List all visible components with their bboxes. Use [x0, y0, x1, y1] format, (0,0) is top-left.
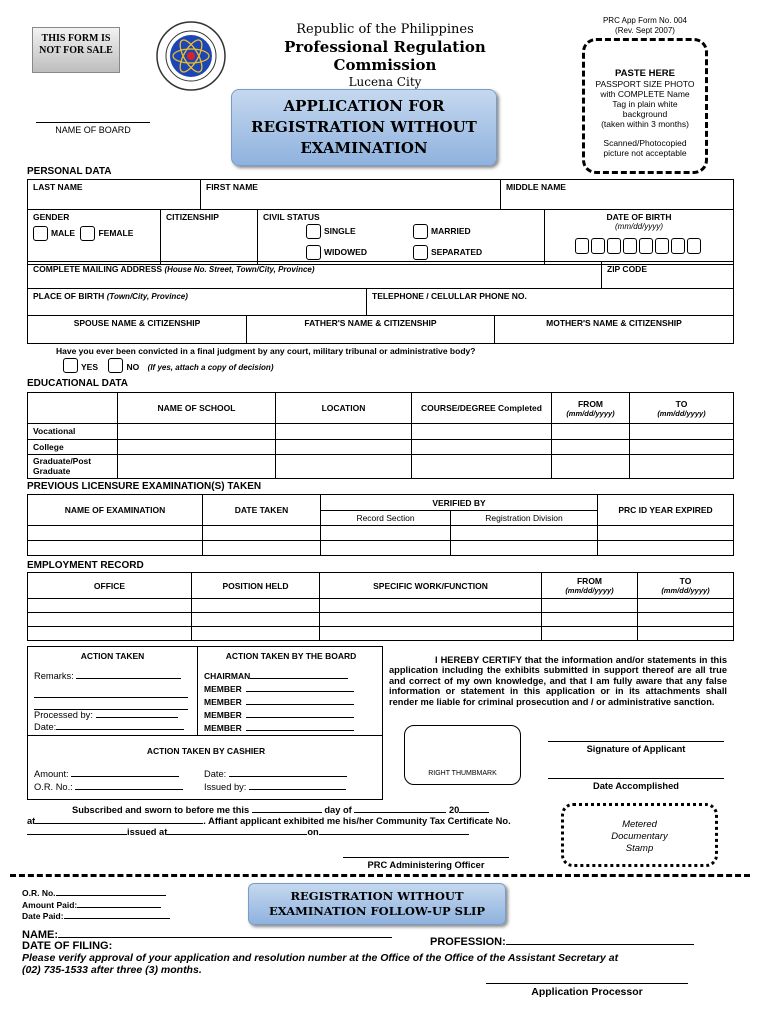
mailing-address-field[interactable] — [28, 262, 602, 289]
form-number — [590, 16, 700, 36]
edu-from-label: FROM — [577, 398, 604, 409]
yes-checkbox[interactable] — [63, 358, 78, 373]
oath-text: . Affiant applicant exhibited me his/her Community Tax Certificate No. — [203, 816, 511, 826]
dob-digit-box[interactable] — [623, 238, 637, 254]
form-no-text: PRC App Form No. 004 — [602, 16, 688, 25]
processed-by-field[interactable] — [34, 709, 178, 720]
emp-to-header — [638, 573, 734, 599]
oath-on-blank[interactable] — [319, 826, 469, 835]
edu-row-label: Graduate/Post Graduate — [28, 455, 118, 479]
action-date-label: Date: — [34, 722, 57, 732]
edu-cell[interactable] — [630, 440, 734, 455]
slip-date-label: Date Paid: — [22, 911, 64, 921]
chairman-field[interactable] — [204, 670, 348, 681]
conviction-hint: (If yes, attach a copy of decision) — [147, 363, 274, 372]
widowed-checkbox[interactable] — [306, 245, 321, 260]
slip-note-line: Please verify approval of your application and resolution number at the Office of the Office of the Assistant Secretary at — [22, 952, 619, 964]
edu-cell[interactable] — [276, 455, 412, 479]
employment-table — [27, 572, 734, 641]
photo-line: with COMPLETE Name — [600, 89, 690, 99]
lic-cell[interactable] — [451, 526, 598, 541]
oath-text: Subscribed and sworn to before me this — [72, 805, 250, 815]
emp-cell[interactable] — [638, 627, 734, 641]
edu-cell[interactable] — [630, 455, 734, 479]
position-header: POSITION HELD — [192, 573, 320, 599]
oath-line-3 — [27, 826, 469, 837]
processed-by-label: Processed by: — [34, 710, 93, 720]
spouse-field[interactable] — [28, 316, 247, 344]
slip-amount-field[interactable] — [22, 899, 170, 911]
lic-cell[interactable] — [321, 541, 451, 556]
personal-data-heading: PERSONAL DATA — [27, 166, 112, 177]
emp-cell[interactable] — [638, 599, 734, 613]
dob-digit-box[interactable] — [671, 238, 685, 254]
oath-year-blank[interactable] — [459, 804, 489, 813]
or-number-field[interactable] — [34, 781, 183, 792]
cashier-date-field[interactable] — [204, 768, 347, 779]
edu-cell[interactable] — [630, 424, 734, 440]
citizenship-label: CITIZENSHIP — [166, 212, 219, 222]
application-processor-line[interactable]: Application Processor — [486, 983, 688, 998]
edu-cell[interactable] — [118, 424, 276, 440]
slip-payment-fields — [22, 887, 170, 922]
gender-label: GENDER — [33, 212, 70, 222]
agency-header — [240, 22, 530, 89]
documentary-stamp-box — [561, 803, 718, 867]
slip-amount-label: Amount Paid: — [22, 899, 78, 910]
oath-text: issued at — [127, 827, 168, 837]
licensure-table — [27, 494, 734, 556]
lic-cell[interactable] — [321, 526, 451, 541]
certification-text: I HEREBY CERTIFY that the information and/or statements in this application including the exhibits submitted in support thereof are all true and correct of my own knowledge, and that I am fully aware that any false information or statement in this application or in its attachments shall render me liable for criminal prosecution and / or administrative sanction. — [389, 655, 727, 707]
widowed-label: WIDOWED — [324, 246, 367, 257]
edu-row-label: Vocational — [28, 424, 118, 440]
slip-note-line: (02) 735-1533 after three (3) months. — [22, 964, 202, 976]
place-of-birth-field[interactable] — [28, 289, 367, 316]
emp-cell[interactable] — [28, 613, 192, 627]
specific-header: SPECIFIC WORK/FUNCTION — [320, 573, 542, 599]
photo-line: background — [622, 109, 668, 119]
emp-cell[interactable] — [192, 613, 320, 627]
follow-up-slip-title: REGISTRATION WITHOUT EXAMINATION FOLLOW-UP SLIP — [248, 883, 506, 925]
personal-status-table — [27, 209, 734, 265]
emp-cell[interactable] — [320, 599, 542, 613]
employment-heading: EMPLOYMENT RECORD — [27, 560, 144, 571]
slip-name-label: NAME: — [22, 929, 59, 941]
edu-to-format: (mm/dd/yyyy) — [657, 408, 706, 418]
edu-header-blank — [28, 393, 118, 424]
verified-header: VERIFIED BY — [321, 495, 598, 511]
slip-profession-field[interactable] — [430, 934, 694, 948]
dob-format: (mm/dd/yyyy) — [615, 222, 663, 231]
slip-filing-date-label: DATE OF FILING: — [22, 940, 113, 952]
dob-label: DATE OF BIRTH — [606, 212, 672, 222]
dob-digit-box[interactable] — [591, 238, 605, 254]
dob-digit-box[interactable] — [575, 238, 589, 254]
course-header: COURSE/DEGREE Completed — [412, 393, 552, 424]
member-label: MEMBER — [204, 684, 242, 694]
address-label: COMPLETE MAILING ADDRESS — [33, 264, 163, 274]
emp-cell[interactable] — [28, 599, 192, 613]
action-taken-label: ACTION TAKEN — [80, 651, 145, 661]
emp-to-format: (mm/dd/yyyy) — [661, 586, 710, 595]
slip-date-field[interactable] — [22, 910, 170, 922]
registration-division-header: Registration Division — [451, 511, 598, 526]
photo-line: Scanned/Photocopied — [603, 138, 687, 148]
member-label: MEMBER — [204, 723, 242, 733]
zip-code-field[interactable] — [602, 262, 734, 289]
emp-cell[interactable] — [542, 627, 638, 641]
slip-or-field[interactable] — [22, 887, 170, 899]
licensure-heading: PREVIOUS LICENSURE EXAMINATION(S) TAKEN — [27, 481, 262, 492]
oath-place-blank[interactable] — [35, 815, 203, 824]
married-label: MARRIED — [431, 225, 471, 236]
issued-by-label: Issued by: — [204, 782, 247, 792]
emp-to-label: TO — [679, 576, 692, 586]
oath-issued-at-blank[interactable] — [167, 826, 307, 835]
edu-cell[interactable] — [412, 424, 552, 440]
oath-text: 20 — [448, 805, 460, 815]
oath-text: on — [307, 827, 319, 837]
issued-by-field[interactable] — [204, 781, 346, 792]
birthplace-table — [27, 288, 734, 316]
emp-cell[interactable] — [638, 613, 734, 627]
no-checkbox[interactable] — [108, 358, 123, 373]
pob-label: PLACE OF BIRTH — [33, 291, 105, 301]
edu-cell[interactable] — [276, 440, 412, 455]
emp-cell[interactable] — [320, 627, 542, 641]
chairman-label: CHAIRMAN — [204, 671, 251, 681]
emp-cell[interactable] — [542, 613, 638, 627]
gender-field — [28, 210, 161, 265]
slip-profession-label: PROFESSION: — [430, 936, 506, 948]
yes-label: YES — [81, 362, 99, 372]
amount-field[interactable] — [34, 768, 179, 779]
dob-digit-box[interactable] — [687, 238, 701, 254]
edu-from-format: (mm/dd/yyyy) — [566, 408, 615, 418]
middle-name-field[interactable] — [501, 180, 734, 210]
school-header: NAME OF SCHOOL — [118, 393, 276, 424]
mother-field[interactable] — [495, 316, 734, 344]
oath-day-blank[interactable] — [252, 804, 322, 813]
address-hint: (House No. Street, Town/City, Province) — [164, 265, 315, 274]
citizenship-field[interactable] — [161, 210, 258, 265]
lic-cell[interactable] — [28, 541, 203, 556]
female-label: FEMALE — [98, 227, 134, 238]
photo-line: (taken within 3 months) — [601, 119, 689, 129]
or-number-label: O.R. No.: — [34, 782, 73, 792]
last-name-field[interactable] — [28, 180, 201, 210]
office-use-box — [27, 646, 383, 800]
education-heading: EDUCATIONAL DATA — [27, 378, 128, 389]
middle-name-label: MIDDLE NAME — [506, 182, 566, 192]
edu-cell[interactable] — [118, 455, 276, 479]
pob-hint: (Town/City, Province) — [106, 292, 188, 301]
form-title: APPLICATION FOR REGISTRATION WITHOUT EXAMINATION — [231, 89, 497, 166]
first-name-label: FIRST NAME — [206, 182, 258, 192]
cashier-date-label: Date: — [204, 769, 227, 779]
office-header: OFFICE — [28, 573, 192, 599]
emp-from-label: FROM — [576, 576, 603, 586]
male-label: MALE — [51, 227, 76, 238]
stamp-line: Documentary — [611, 831, 668, 842]
prc-id-header: PRC ID YEAR EXPIRED — [598, 495, 734, 526]
photo-line: picture not acceptable — [603, 148, 687, 158]
city-line: Lucena City — [348, 75, 422, 89]
member-field[interactable] — [204, 696, 354, 707]
father-field[interactable] — [247, 316, 495, 344]
photo-paste-area — [582, 38, 708, 174]
edu-cell[interactable] — [412, 440, 552, 455]
oath-ctc-blank[interactable] — [27, 826, 127, 835]
phone-field[interactable] — [367, 289, 734, 316]
separated-checkbox[interactable] — [413, 245, 428, 260]
stamp-line: Metered — [622, 819, 657, 830]
board-action-label: ACTION TAKEN BY THE BOARD — [225, 651, 357, 661]
personal-name-table — [27, 179, 734, 210]
lic-cell[interactable] — [451, 541, 598, 556]
address-table — [27, 261, 734, 289]
cut-line-divider — [10, 874, 750, 877]
remarks-label: Remarks: — [34, 671, 74, 681]
lic-cell[interactable] — [598, 526, 734, 541]
lic-cell[interactable] — [598, 541, 734, 556]
date-of-birth-field — [545, 210, 734, 265]
dob-digit-box[interactable] — [655, 238, 669, 254]
commission-line: Professional Regulation Commission — [284, 38, 486, 74]
emp-cell[interactable] — [28, 627, 192, 641]
republic-line: Republic of the Philippines — [296, 22, 474, 37]
conviction-options — [63, 357, 273, 375]
slip-name-field[interactable] — [22, 927, 392, 941]
civil-status-label: CIVIL STATUS — [263, 212, 320, 222]
no-label: NO — [126, 362, 140, 372]
prc-seal-logo — [146, 20, 236, 92]
dob-digit-box[interactable] — [607, 238, 621, 254]
emp-cell[interactable] — [192, 599, 320, 613]
emp-cell[interactable] — [320, 613, 542, 627]
not-for-sale-badge: THIS FORM IS NOT FOR SALE — [32, 27, 120, 73]
photo-line: PASSPORT SIZE PHOTO — [595, 79, 695, 89]
member-field[interactable] — [204, 722, 354, 733]
single-checkbox[interactable] — [306, 224, 321, 239]
edu-to-header — [630, 393, 734, 424]
administering-officer-line[interactable]: PRC Administering Officer — [343, 857, 509, 870]
member-field[interactable] — [204, 709, 354, 720]
right-thumbmark-box[interactable]: RIGHT THUMBMARK — [404, 725, 521, 785]
photo-title: PASTE HERE — [614, 68, 675, 79]
dob-digit-box[interactable] — [639, 238, 653, 254]
amount-label: Amount: — [34, 769, 69, 779]
form-rev-text: (Rev. Sept 2007) — [615, 26, 675, 35]
name-of-board-field[interactable]: NAME OF BOARD — [36, 122, 150, 135]
oath-text: at — [27, 816, 36, 826]
edu-cell[interactable] — [412, 455, 552, 479]
male-checkbox[interactable] — [33, 226, 48, 241]
location-header: LOCATION — [276, 393, 412, 424]
phone-label: TELEPHONE / CELULLAR PHONE NO. — [372, 291, 527, 301]
date-taken-header: DATE TAKEN — [203, 495, 321, 526]
member-label: MEMBER — [204, 697, 242, 707]
civil-status-field — [258, 210, 545, 265]
family-table — [27, 315, 734, 344]
edu-cell[interactable] — [552, 440, 630, 455]
father-label: FATHER'S NAME & CITIZENSHIP — [304, 318, 437, 328]
edu-from-header — [552, 393, 630, 424]
lic-cell[interactable] — [203, 541, 321, 556]
slip-note — [22, 952, 618, 976]
conviction-question: Have you ever been convicted in a final judgment by any court, military tribunal or administrative body? — [56, 346, 476, 356]
oath-line-2 — [27, 815, 511, 826]
date-accomplished-line[interactable]: Date Accomplished — [548, 778, 724, 791]
edu-cell[interactable] — [276, 424, 412, 440]
cashier-action-label: ACTION TAKEN BY CASHIER — [146, 746, 266, 756]
member-field[interactable] — [204, 683, 354, 694]
member-label: MEMBER — [204, 710, 242, 720]
edu-to-label: TO — [675, 398, 688, 409]
education-table — [27, 392, 734, 479]
first-name-field[interactable] — [201, 180, 501, 210]
signature-of-applicant-line[interactable]: Signature of Applicant — [548, 741, 724, 754]
last-name-label: LAST NAME — [33, 182, 83, 192]
edu-row-label: College — [28, 440, 118, 455]
female-checkbox[interactable] — [80, 226, 95, 241]
zip-label: ZIP CODE — [607, 264, 647, 274]
single-label: SINGLE — [324, 225, 356, 236]
oath-line-1 — [72, 804, 489, 815]
edu-cell[interactable] — [552, 424, 630, 440]
married-checkbox[interactable] — [413, 224, 428, 239]
lic-cell[interactable] — [28, 526, 203, 541]
oath-month-blank[interactable] — [354, 804, 446, 813]
spouse-label: SPOUSE NAME & CITIZENSHIP — [73, 318, 201, 328]
edu-cell[interactable] — [118, 440, 276, 455]
slip-or-label: O.R. No. — [22, 888, 56, 898]
emp-cell[interactable] — [192, 627, 320, 641]
remarks-field[interactable] — [34, 670, 181, 681]
emp-from-format: (mm/dd/yyyy) — [565, 586, 614, 595]
emp-cell[interactable] — [542, 599, 638, 613]
emp-from-header — [542, 573, 638, 599]
separated-label: SEPARATED — [431, 246, 483, 257]
photo-line: Tag in plain white — [612, 99, 678, 109]
action-date-field[interactable] — [34, 721, 184, 732]
record-section-header: Record Section — [321, 511, 451, 526]
edu-cell[interactable] — [552, 455, 630, 479]
lic-cell[interactable] — [203, 526, 321, 541]
exam-header: NAME OF EXAMINATION — [28, 495, 203, 526]
oath-text: day of — [324, 805, 352, 815]
stamp-line: Stamp — [625, 843, 654, 854]
mother-label: MOTHER'S NAME & CITIZENSHIP — [546, 318, 682, 328]
